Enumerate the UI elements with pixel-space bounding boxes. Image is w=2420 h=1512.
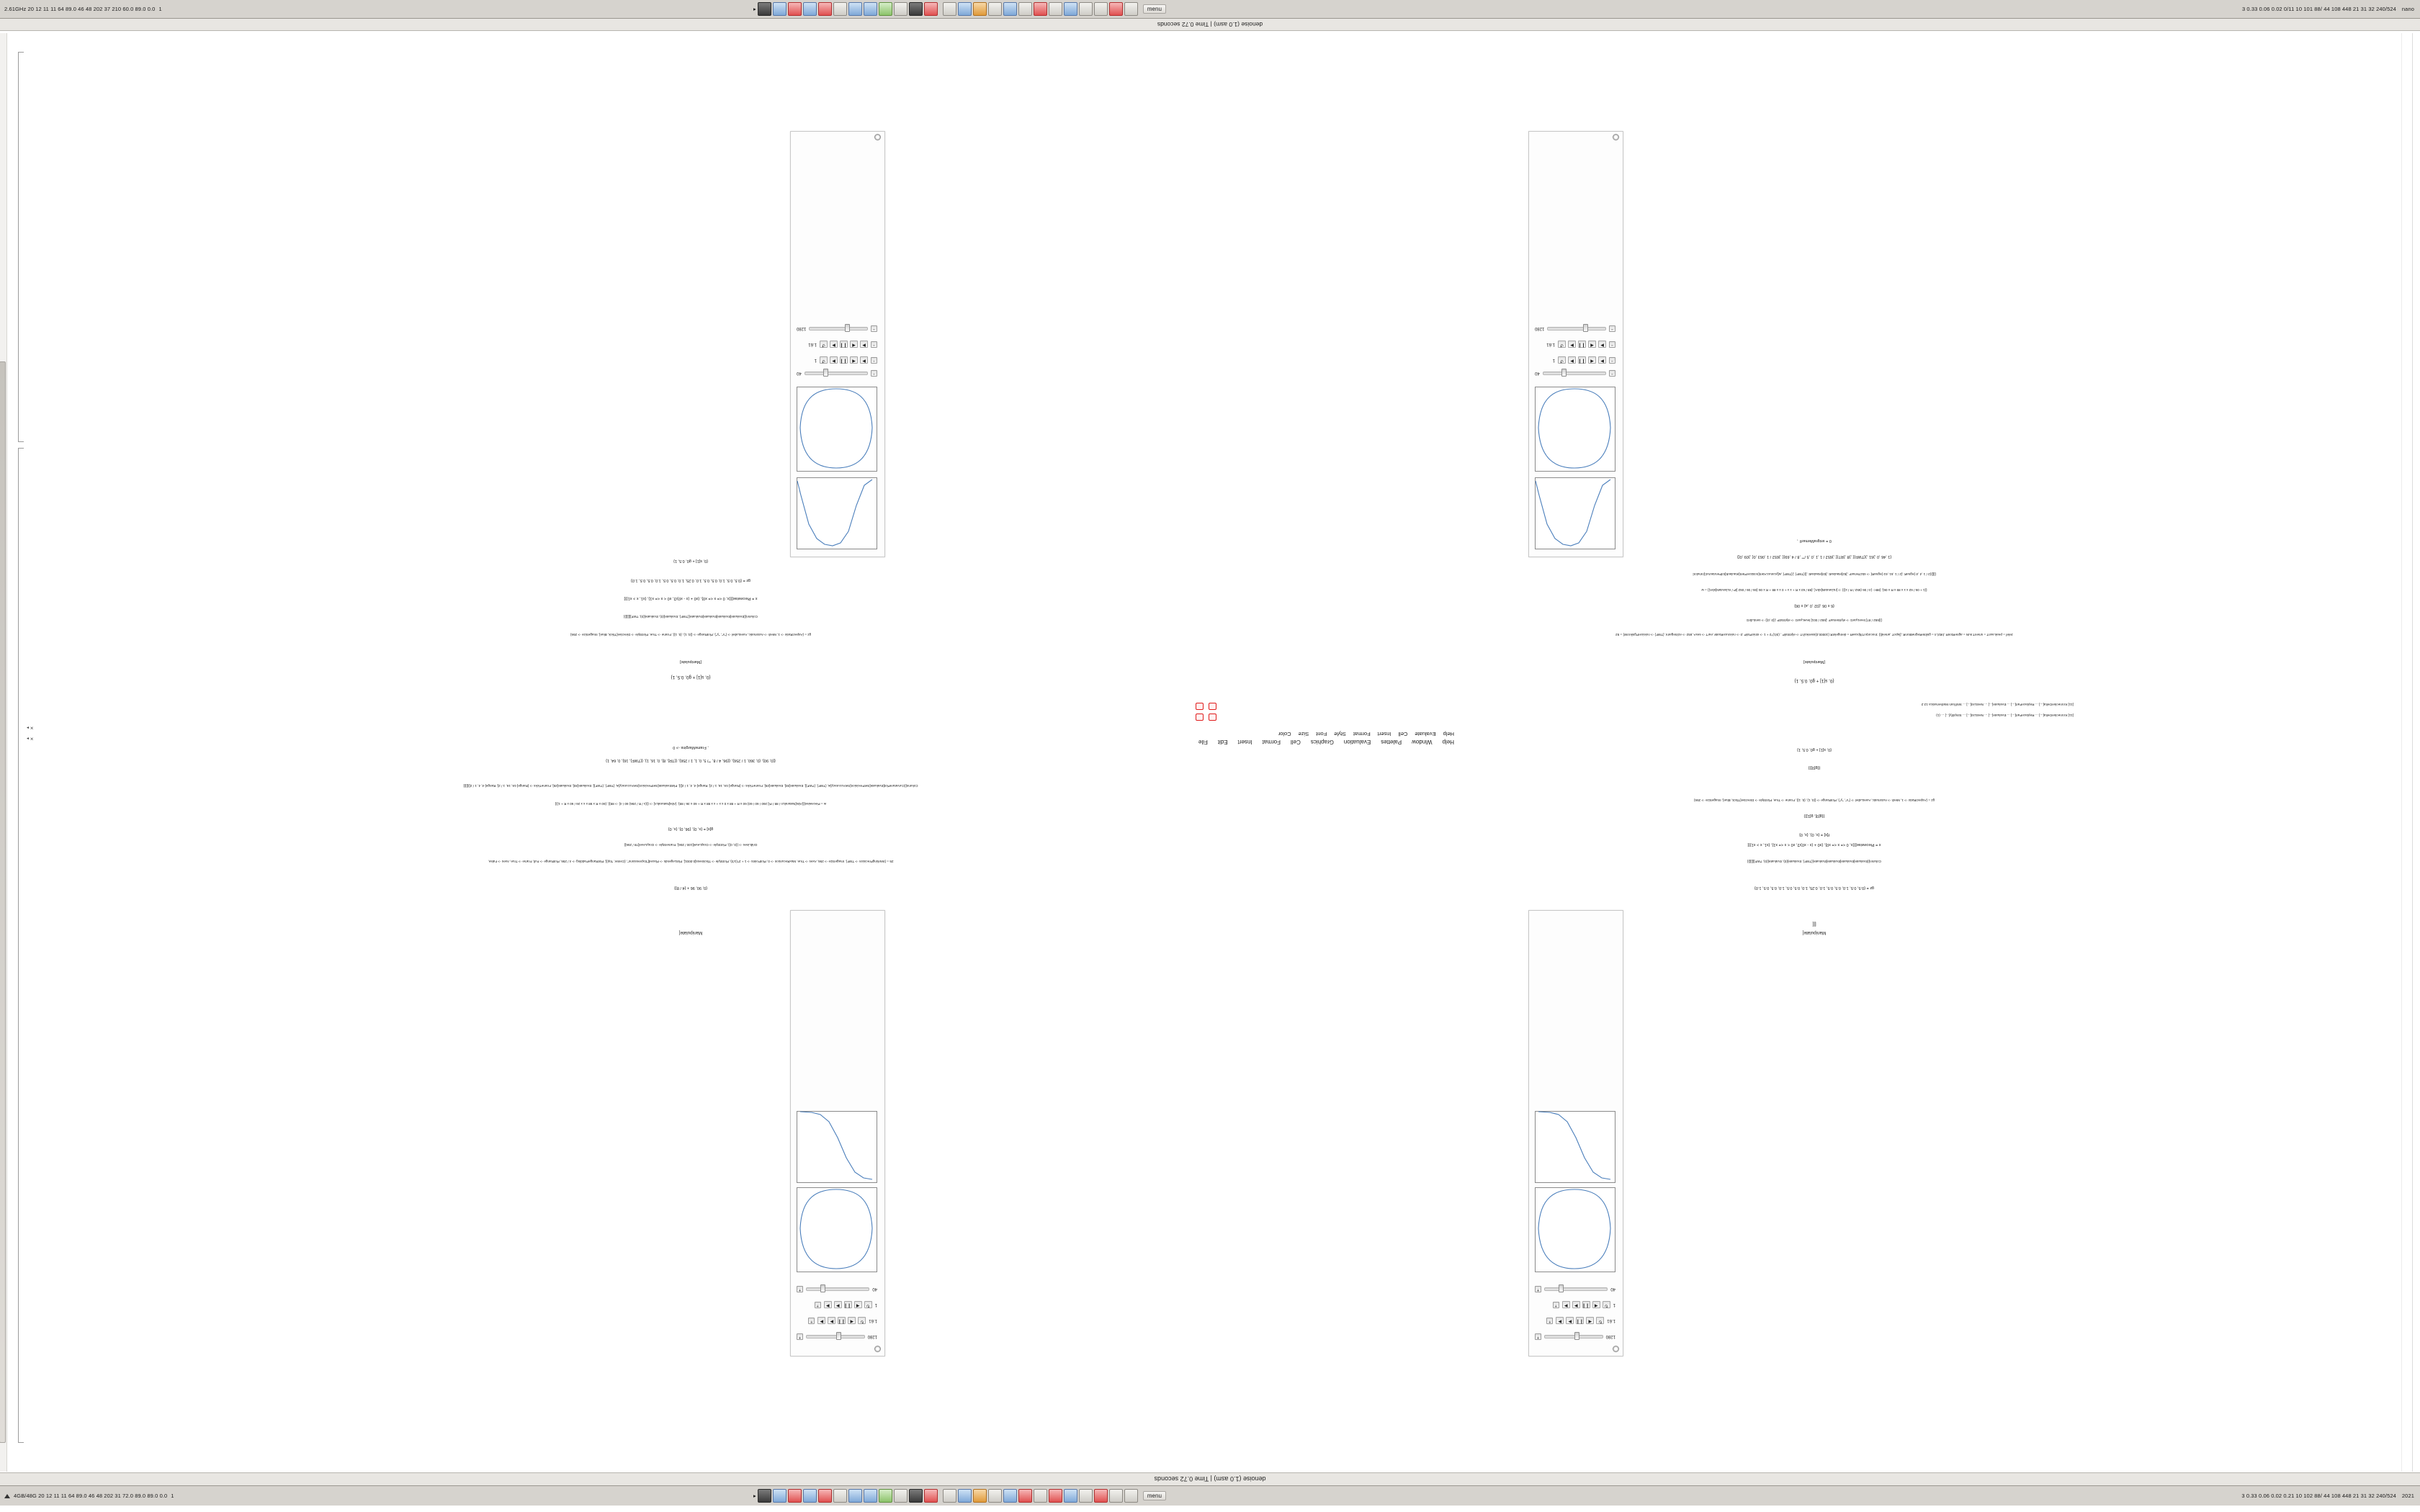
mathematica-window	[0, 19, 2420, 1485]
window-title: denoise (1.0 asm) | Time 0.72 seconds	[1154, 1475, 1266, 1483]
battery-icon[interactable]	[1079, 2, 1093, 16]
toolbar-item-1[interactable]: Help	[1443, 731, 1454, 737]
printer-icon[interactable]	[1003, 2, 1017, 16]
slider-a3[interactable]	[1544, 1287, 1608, 1291]
pause-icon-8[interactable]: ❙❙	[844, 1302, 852, 1309]
play-icon-3[interactable]: ▶	[860, 357, 868, 364]
top-panel-menu-left[interactable]: 1	[158, 6, 162, 12]
top-panel-status-right: 3 0.33 0.06 0.02 0/11 10 101 88/ 44 108 448 21 31 32 240/524	[2241, 6, 2396, 12]
battery-icon-2[interactable]	[1079, 1489, 1093, 1503]
top-panel-left	[0, 6, 364, 12]
terminal-icon-2[interactable]	[758, 1489, 771, 1503]
editor-icon[interactable]	[848, 2, 862, 16]
value-label-k4: 1	[874, 1302, 877, 1308]
step-back-icon-5[interactable]: ◀	[1586, 1318, 1594, 1325]
trash-icon-2[interactable]	[1124, 1489, 1138, 1503]
toolbar-item-7[interactable]: Font	[1316, 731, 1327, 737]
error-marker-2[interactable]	[1196, 714, 1204, 721]
value-label-a3: 40	[1610, 1287, 1615, 1292]
code-line-manip-1[interactable]: Manipulate[	[1802, 930, 1827, 935]
bottom-panel-menu-left[interactable]: 1	[171, 1493, 174, 1499]
archive-icon[interactable]	[894, 2, 908, 16]
top-panel-menu-button[interactable]: menu	[1143, 4, 1166, 14]
gear-icon[interactable]	[1613, 134, 1619, 140]
code-line-right-14[interactable]: x = Piecewise[{{x, 0 <= x <= x0}, {x0 + (x - x0)/2, x0 < x <= x1}, {x1, x > x1}}]	[624, 596, 758, 600]
calculator-icon-2[interactable]	[909, 1489, 923, 1503]
menu-item-palettes[interactable]: Palettes	[1381, 739, 1402, 745]
menu-item-cell[interactable]: Cell	[1291, 739, 1301, 745]
value-label-n: 1.61	[1546, 342, 1555, 347]
monitor-icon-2[interactable]	[973, 1489, 987, 1503]
play-icon-7[interactable]: ▶	[817, 1318, 825, 1325]
decrement-button-t2[interactable]: −	[871, 325, 877, 332]
camera-icon[interactable]	[1018, 2, 1032, 16]
menu-item-help[interactable]: Help	[1442, 739, 1454, 745]
play-icon-5[interactable]: ▶	[1556, 1318, 1564, 1325]
top-panel-right	[2105, 6, 2420, 12]
code-line-right-6[interactable]: w = Piecewise[{{Abs[NaturalLn / 88 / Pi] 260 / 60 / 60} 60 x R + 88 x 0 x x + x x 88 x R + 60 x 36 / 88}, {Abs[NaturalLn] -> {{(x / R / 256) 60 / 4} -> 88}}, {60 x R x 98 x x x 26 / 60 x R + 1}}]	[555, 802, 827, 806]
control-row-a4[interactable]	[797, 1286, 877, 1292]
code-line-right-8[interactable]: {{0, 90}, {0, 360, 1 / 256}, {{96, 4 / 8, ""/ 5, 0, 1, 1 / 256}, {{TR}, 8}, 0, 16, 1}, {{TWF}, 16}, 0, 64, 1}	[606, 758, 776, 762]
pause-icon-4[interactable]: ❙❙	[840, 341, 848, 348]
browser-icon[interactable]	[803, 2, 817, 16]
printer-icon-2[interactable]	[1003, 1489, 1017, 1503]
animation-controls-n3[interactable]	[1556, 1318, 1604, 1325]
step-forward-icon-4[interactable]: ▶	[830, 341, 838, 348]
clock-icon[interactable]	[988, 2, 1002, 16]
top-panel-label-right: nano	[2401, 6, 2414, 12]
toolbar-item-8[interactable]: Size	[1298, 731, 1309, 737]
decrement-button-n[interactable]: −	[1609, 341, 1615, 348]
manipulate-panel-top-left[interactable]	[790, 910, 885, 1356]
stop-icon[interactable]	[818, 2, 832, 16]
toolbar-item-3[interactable]: Cell	[1398, 731, 1408, 737]
code-line-right-3[interactable]: 25 = {WorkingPrecision -> TWF}, ImageSize -> 256, Axes -> True, MaxRecursion -> 0, PlotPoints -> 1 + 2^(1/3), PlotStyle -> Thickness[0.0001], PlotLegends -> Placed["Expressions", {Center, Top}], PlotRangePadding -> 4 / 256, PlotRange -> Full, Frame -> True, Axes -> False,	[488, 860, 894, 863]
toolbar-item-6[interactable]: Style	[1334, 731, 1346, 737]
value-label-t2: 1280	[797, 326, 807, 331]
cell-insert-caret[interactable]: ✕ ▸	[27, 736, 34, 740]
browser-icon-2[interactable]	[803, 1489, 817, 1503]
step-back-icon-8[interactable]: ◀	[854, 1302, 862, 1309]
image-viewer-icon[interactable]	[833, 2, 847, 16]
manipulate-panel-bottom-left[interactable]	[790, 131, 885, 557]
control-row-t2[interactable]	[797, 325, 877, 332]
tray-label-bottom: ▸	[753, 1493, 756, 1499]
control-row-a[interactable]	[1535, 370, 1615, 377]
plot-top-right-lower	[1535, 1187, 1615, 1272]
step-forward-icon-6[interactable]: ▶	[1572, 1302, 1580, 1309]
slider-a[interactable]	[1543, 372, 1606, 375]
error-marker-4[interactable]	[1196, 703, 1204, 710]
control-row-n[interactable]	[1535, 341, 1615, 348]
keyboard-icon[interactable]	[1094, 2, 1108, 16]
code-line-right-12[interactable]: gz = {AspectRatio -> 1, Mesh -> Automatic, AxesLabel -> {"x", "y"}, PlotRange -> {{0, 1}, {0, 1}}, Frame -> True, PlotStyle -> Directive[Thick, Blue], ImageSize -> 256}	[570, 633, 812, 636]
bottom-panel-label-right: 2021	[2401, 1493, 2414, 1499]
selected-code-row-1[interactable]: [11] KroneckerDelta[...] ... ReplacePart[...] ... Evaluate[...] ... NestList[...] ... Simplify[...] ... (1)	[1936, 714, 2074, 717]
value-label-a4: 40	[872, 1287, 877, 1292]
gear-icon-2[interactable]	[874, 134, 881, 140]
selected-code-row-2[interactable]: [11] KroneckerDelta[...] ... ReplacePart[...] ... Evaluate[...] ... NestList[...] ... Wolfram Mathematica 12.2	[1921, 703, 2074, 706]
value-label-a: 40	[1535, 371, 1540, 376]
keyboard-icon-2[interactable]	[1094, 1489, 1108, 1503]
code-line-left-2e: {6 x 06 ,{02 ,0 ,a} x 06}	[1794, 603, 1834, 608]
code-line-left-2c[interactable]: Jelef = peak.aunT = smenT.nuN = agneRtonR ,b82/,4 = gnibteRegneBtonR ,[lapoT ,ameid}} :tnocorpoT/tlpcaeR = demgelotR {10000,0}ssenkcihT -> elytStolP , (3/1)^2 + 1 -> stnioPtolP ,0 -> noisruceRxaM ,eurT -> sexA ,652 -> eziSegamI ,{TWF} -> noisicerPgnikroW} = 52	[1615, 633, 2013, 636]
code-line-right-4[interactable]: GridLines -> {{0, 0}}, PlotStyle -> GrayLevel[100 / 256], FrameStyle -> GrayLevel[78 / 256]}	[624, 843, 758, 847]
vertical-scrollbar-thumb	[0, 361, 6, 1443]
animation-controls-k2[interactable]	[820, 357, 868, 364]
value-label-t: 1280	[1535, 326, 1545, 331]
settings-icon[interactable]	[924, 2, 938, 16]
slider-t4[interactable]	[806, 1335, 865, 1338]
control-row-k4[interactable]	[797, 1302, 877, 1308]
top-panel-status-left: 2.61GHz 20 12 11 11 64 89.0 46 48 202 37 210 60.0 89.0 0.0	[4, 6, 156, 12]
pause-icon-7[interactable]: ❙❙	[838, 1318, 846, 1325]
slider-t2[interactable]	[809, 327, 868, 330]
increment-button-t4[interactable]: +	[797, 1333, 803, 1340]
decrement-button-a2[interactable]: −	[871, 370, 877, 377]
plot-top-right-upper	[1535, 1111, 1615, 1183]
increment-button-k3[interactable]: +	[1553, 1302, 1559, 1308]
monitor-icon[interactable]	[973, 2, 987, 16]
increment-button-k4[interactable]: +	[815, 1302, 821, 1308]
play-icon[interactable]: ▶	[1598, 357, 1606, 364]
step-forward-icon-2[interactable]: ▶	[1568, 341, 1576, 348]
menu-item-insert[interactable]: Insert	[1237, 739, 1252, 745]
code-line-right-11: [Manipulate]	[680, 660, 702, 664]
image-viewer-icon-2[interactable]	[833, 1489, 847, 1503]
menu-item-edit[interactable]: Edit	[1217, 739, 1228, 745]
disk-icon-2[interactable]	[958, 1489, 972, 1503]
code-line-left-2h: {1 ,46 ,0 ,}61 ,}{TWF{{ ,}8 ,}RT{{ ,}652 / 1 ,1 ,0 ,5 /"" ,8 / 4 ,69{{ ,}652 / 1 ,063 ,0{ ,}09 ,0{}	[1736, 554, 1892, 559]
step-back-icon-7[interactable]: ◀	[848, 1318, 856, 1325]
mail-icon[interactable]	[864, 2, 877, 16]
toolbar-item-4[interactable]: Insert	[1377, 731, 1392, 737]
cell-close-caret[interactable]: ✕ ▸	[27, 725, 34, 729]
slider-t[interactable]	[1547, 327, 1606, 330]
trash-icon[interactable]	[1124, 2, 1138, 16]
code-line-right-13[interactable]: Column[{Evaluate[Evaluate[Evaluate[Evaluate[{TWF}, Evaluate[(0), Evaluate[(0), TWF]]]]]]}]	[624, 615, 758, 618]
step-back-icon-2[interactable]: ◀	[1588, 341, 1596, 348]
calculator-icon[interactable]	[909, 2, 923, 16]
code-line-left-2g[interactable]: {]]]}{2 / 1 ,4 ,4-}egnaR ,{2 / 1 ,61 ,61-}egnaR{ -> skciTemarF ,]52[etaulavE ,]03[etaulavE ,]}{TWF{ ,}{TWF{ ,w[ycaruccAteS[noisicerPteS[etaulavE[tolPerutavruC[nmuloC	[1692, 572, 1937, 576]
step-back-icon-4[interactable]: ◀	[850, 341, 858, 348]
slider-t3[interactable]	[1544, 1335, 1603, 1338]
files-icon-2[interactable]	[773, 1489, 786, 1503]
decrement-button-n2[interactable]: −	[871, 341, 877, 348]
update-icon-2[interactable]	[1109, 1489, 1123, 1503]
format-toolbar[interactable]	[1278, 731, 1454, 737]
increment-button-a4[interactable]: +	[797, 1286, 803, 1292]
reset-icon-3[interactable]: ↺	[820, 357, 828, 364]
play-icon-8[interactable]: ▶	[824, 1302, 832, 1309]
control-row-t4[interactable]	[797, 1333, 877, 1340]
value-label-k: 1	[1552, 358, 1555, 363]
step-back-icon[interactable]: ◀	[1588, 357, 1596, 364]
terminal-icon[interactable]	[758, 2, 771, 16]
music-icon[interactable]	[879, 2, 892, 16]
control-row-k2[interactable]	[797, 357, 877, 364]
disk-icon[interactable]	[958, 2, 972, 16]
slider-a4[interactable]	[806, 1287, 869, 1291]
gear-icon-3[interactable]	[1613, 1346, 1619, 1352]
control-row-n4[interactable]	[797, 1318, 877, 1324]
bottom-panel-status-left: 4GB/48G 20 12 11 11 64 89.0 46 48 202 31 72.0 89.0 89.0 0.0	[14, 1493, 168, 1499]
plot-bottom-left-upper	[797, 387, 877, 472]
music-icon-2[interactable]	[879, 1489, 892, 1503]
control-row-t[interactable]	[1535, 325, 1615, 332]
plot-top-left-upper	[797, 1111, 877, 1183]
animation-controls-n[interactable]	[1558, 341, 1606, 348]
increment-button-n3[interactable]: +	[1546, 1318, 1553, 1324]
reset-icon[interactable]: ↺	[1558, 357, 1566, 364]
pause-icon-6[interactable]: ❙❙	[1582, 1302, 1590, 1309]
code-line-piecewise[interactable]: x = Piecewise[{{x, 0 <= x <= x0}, {x0 + (x - x0)/2, x0 < x <= x1}, {x1, x > x1}}]	[1747, 842, 1881, 847]
menu-item-format[interactable]: Format	[1262, 739, 1281, 745]
code-line-fx[interactable]: f[x] = {x, 0}, {x, 0}	[1799, 832, 1829, 837]
network-icon[interactable]	[943, 2, 956, 16]
bottom-panel-tray	[364, 1489, 2105, 1503]
value-label-n2: 1.61	[808, 342, 817, 347]
increment-button-a3[interactable]: +	[1535, 1286, 1541, 1292]
tray-label: ▸	[753, 6, 756, 12]
value-label-t4: 1280	[867, 1334, 877, 1339]
pause-icon-2[interactable]: ❙❙	[1578, 341, 1586, 348]
status-text: denoise (1.0 asm) | Time 0.72 seconds	[1157, 21, 1263, 28]
plot-bottom-left-lower	[797, 477, 877, 549]
bottom-panel-left	[0, 1493, 364, 1499]
update-icon[interactable]	[1109, 2, 1123, 16]
plot-bottom-right-lower	[1535, 477, 1615, 549]
notebook-canvas[interactable]	[6, 33, 2413, 1472]
code-line-g0[interactable]: {{g[0]}}	[1808, 765, 1821, 770]
animation-controls-k3[interactable]	[1562, 1302, 1610, 1309]
bottom-system-panel	[0, 1485, 2420, 1506]
code-line-left-2d[interactable]: {}[652 / 87] leveLyarG -> elytSemarF ,[652 / 001] leveLyarG -> elytStolP ,{{0 ,0}} -> seniLdirG	[1746, 618, 1883, 622]
code-line-gs[interactable]: {{g[0], g[1]}}	[1803, 814, 1825, 818]
step-forward-icon-5[interactable]: ▶	[1566, 1318, 1574, 1325]
control-row-n2[interactable]	[797, 341, 877, 348]
shield-icon[interactable]	[1034, 2, 1047, 16]
slider-a2[interactable]	[805, 372, 868, 375]
animation-controls-n2[interactable]	[820, 341, 868, 348]
code-line-right-15[interactable]: gz = {0.5, 0.5, 1.0, 0.5, 0.5, 1.0, 0.25, 1.0, 0.5, 0.5, 1.0, 0.5, 0.5, 1.0}	[630, 578, 751, 582]
increment-button-t3[interactable]: +	[1535, 1333, 1541, 1340]
menu-item-graphics[interactable]: Graphics	[1310, 739, 1334, 745]
pause-icon-5[interactable]: ❙❙	[1576, 1318, 1584, 1325]
manipulate-panel-top-right[interactable]	[1528, 910, 1623, 1356]
step-back-icon-3[interactable]: ◀	[850, 357, 858, 364]
settings-icon-2[interactable]	[924, 1489, 938, 1503]
menu-item-evaluation[interactable]: Evaluation	[1343, 739, 1371, 745]
volume-icon[interactable]	[1064, 2, 1077, 16]
files-icon[interactable]	[773, 2, 786, 16]
reset-icon-5[interactable]: ↻	[1596, 1318, 1604, 1325]
animation-controls-k[interactable]	[1558, 357, 1606, 364]
archive-icon-2[interactable]	[894, 1489, 908, 1503]
control-row-k[interactable]	[1535, 357, 1615, 364]
code-line-opts[interactable]: gz = {AspectRatio -> 1, Mesh -> Automatic, AxesLabel -> {"x", "y"}, PlotRange -> {{0, 1}, {0, 1}}, Frame -> True, PlotStyle -> Directive[Thick, Blue], ImageSize -> 256}	[1693, 798, 1935, 802]
reset-icon-6[interactable]: ↻	[1603, 1302, 1610, 1309]
plot-top-left-lower	[797, 1187, 877, 1272]
vertical-scrollbar[interactable]	[0, 33, 7, 1472]
animation-controls-n4[interactable]	[817, 1318, 866, 1325]
decrement-button-a[interactable]: −	[1609, 370, 1615, 377]
decrement-button-t[interactable]: −	[1609, 325, 1615, 332]
decrement-button-k[interactable]: −	[1609, 357, 1615, 364]
network-icon-2[interactable]	[943, 1489, 956, 1503]
control-row-t3[interactable]	[1535, 1333, 1615, 1340]
cell-bracket-1[interactable]	[18, 448, 24, 1443]
decrement-button-k2[interactable]: −	[871, 357, 877, 364]
stop-icon-2[interactable]	[818, 1489, 832, 1503]
value-label-n4: 1.61	[869, 1318, 877, 1323]
step-forward-icon-7[interactable]: ▶	[828, 1318, 835, 1325]
error-marker-1[interactable]	[1209, 714, 1216, 721]
code-line-right-1[interactable]: Manipulate[	[678, 930, 703, 935]
top-panel-tray	[364, 2, 2105, 16]
pause-icon[interactable]: ❙❙	[1578, 357, 1586, 364]
play-icon-6[interactable]: ▶	[1562, 1302, 1570, 1309]
window-statusbar	[0, 19, 2420, 31]
value-label-k2: 1	[814, 358, 817, 363]
step-forward-icon-8[interactable]: ▶	[834, 1302, 842, 1309]
pause-icon-3[interactable]: ❙❙	[840, 357, 848, 364]
reset-icon-7[interactable]: ↻	[858, 1318, 866, 1325]
control-row-a2[interactable]	[797, 370, 877, 377]
gear-icon-4[interactable]	[874, 1346, 881, 1352]
toolbar-item-9[interactable]: Color	[1278, 731, 1291, 737]
play-icon-2[interactable]: ▶	[1598, 341, 1606, 348]
shield-icon-2[interactable]	[1034, 1489, 1047, 1503]
code-line-left-2a: {0, s[1] + g0, 0.5, 1}	[1794, 678, 1834, 683]
reset-icon-4[interactable]: ↺	[820, 341, 828, 348]
animation-controls-k4[interactable]	[824, 1302, 872, 1309]
plot-bottom-right-upper	[1535, 387, 1615, 472]
code-line-right-10: {0, s[1] + g0, 0.5, 1}	[671, 675, 711, 680]
bottom-panel-menu-button[interactable]: menu	[1143, 1491, 1166, 1500]
editor-icon-2[interactable]	[848, 1489, 862, 1503]
clock-icon-2[interactable]	[988, 1489, 1002, 1503]
bluetooth-icon-2[interactable]	[1049, 1489, 1062, 1503]
cell-bracket-2[interactable]	[18, 52, 24, 442]
mail-icon-2[interactable]	[864, 1489, 877, 1503]
step-forward-icon-3[interactable]: ▶	[830, 357, 838, 364]
toolbar-item-2[interactable]: Evaluate	[1415, 731, 1436, 737]
increment-button-n4[interactable]: +	[808, 1318, 815, 1324]
code-line-left-2b: [Manipulate]	[1803, 660, 1825, 664]
top-system-panel	[0, 0, 2420, 19]
toolbar-item-5[interactable]: Format	[1353, 731, 1371, 737]
code-line-gz[interactable]: gz = {0.5, 0.5, 1.0, 0.5, 0.5, 1.0, 0.25, 1.0, 0.5, 0.5, 1.0, 0.5, 0.5, 1.0}	[1754, 886, 1875, 890]
value-label-t3: 1280	[1605, 1334, 1615, 1339]
camera-icon-2[interactable]	[1018, 1489, 1032, 1503]
bluetooth-icon[interactable]	[1049, 2, 1062, 16]
error-marker-3[interactable]	[1209, 703, 1216, 710]
code-line-range[interactable]: {0, s[1] + g0, 0.5, 1}	[1796, 747, 1832, 752]
bottom-panel-right	[2105, 1493, 2420, 1499]
code-line-column[interactable]: Column[{Evaluate[Evaluate[Evaluate[Evaluate[{TWF}, Evaluate[(0), Evaluate[(0), TWF]]]]]]}]	[1747, 860, 1881, 863]
code-line-right-16[interactable]: {0, s[1] + g0, 0.5, 1}	[673, 559, 709, 563]
menu-item-window[interactable]: Window	[1412, 739, 1433, 745]
expand-up-icon[interactable]	[4, 1494, 10, 1498]
play-icon-4[interactable]: ▶	[860, 341, 868, 348]
volume-icon-2[interactable]	[1064, 1489, 1077, 1503]
code-line-right-5[interactable]: g[x] = {x, 0}, {96, 0}, {x, 0}	[668, 827, 714, 831]
code-line-left-2f[interactable]: {{1 + 06 / 62 x x x 89 x R x 06}, {88<- {4 / 06 (652 / R / x)}} -> ]nLlarutaN[sbA{ ,{88 / 63 x R + x x + 0 x x 88 + R x 06 {06 / 06 / 062 ]iP / nLlarutaN[sbA{} = w	[1701, 588, 1927, 592]
notebook-left-rail	[2401, 33, 2412, 1472]
code-line-left-2i: 0 = snigraMemarF ,	[1797, 539, 1832, 543]
reset-icon-2[interactable]: ↺	[1558, 341, 1566, 348]
record-icon-2[interactable]	[788, 1489, 802, 1503]
window-titlebar	[0, 1472, 2420, 1485]
value-label-k3: 1	[1613, 1302, 1615, 1308]
value-label-n3: 1.61	[1607, 1318, 1615, 1323]
record-icon[interactable]	[788, 2, 802, 16]
control-row-n3[interactable]	[1535, 1318, 1615, 1324]
bottom-panel-status-right: 3 0.33 0.06 0.02 0.21 10 102 88/ 44 108 448 21 31 32 240/524	[2241, 1493, 2396, 1499]
code-line-bracket-1: [[[	[1812, 922, 1816, 927]
value-label-a2: 40	[797, 371, 802, 376]
manipulate-panel-bottom-right[interactable]	[1528, 131, 1623, 557]
step-back-icon-6[interactable]: ◀	[1592, 1302, 1600, 1309]
control-row-a3[interactable]	[1535, 1286, 1615, 1292]
control-row-k3[interactable]	[1535, 1302, 1615, 1308]
menu-bar[interactable]	[1198, 739, 1454, 745]
code-line-right-9[interactable]: , FrameMargins -> 0	[673, 745, 709, 750]
menu-item-file[interactable]: File	[1198, 739, 1208, 745]
reset-icon-8[interactable]: ↻	[864, 1302, 872, 1309]
code-line-right-2[interactable]: {0, 90, 96 + {4 / 8}}	[674, 886, 707, 890]
code-line-right-7[interactable]: Column[{CurvaturePlot[Evaluate[SetPrecision[SetAccuracy[w, {TWF}, {TWF}], Evaluate[30], Evaluate[25], FrameTicks -> {Range[-16, 16, 1 / 2], Range[-4, 4, 1 / 2]}], PlotEvaluate[SetPrecision[SetAccuracy[w, {TWF}, {TWF}], Evaluate[30], Evaluate[25], FrameTicks -> {Range[-16, 16, 1 / 2], Range[-4, 4, 1 / 2]}]]]}]	[463, 784, 918, 788]
step-forward-icon[interactable]: ▶	[1568, 357, 1576, 364]
